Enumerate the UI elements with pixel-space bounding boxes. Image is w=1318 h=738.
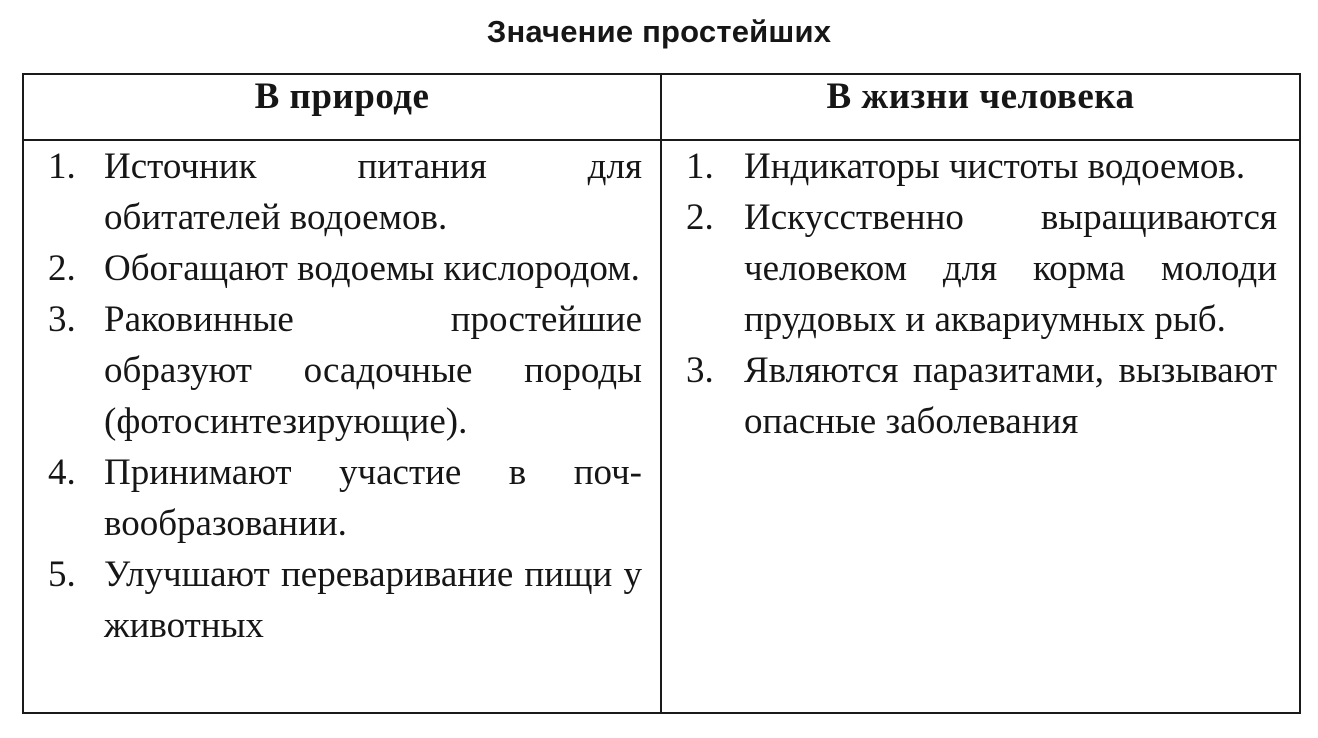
item-text: Искусственно выращиваются человеком для корма молоди прудовых и аквариумных рыб. — [744, 197, 1277, 340]
item-text: Принимают участие в почвообразовании. — [104, 452, 642, 544]
page-title: Значение простейших — [486, 14, 832, 49]
human-life-list — [662, 141, 1299, 447]
nature-list — [24, 141, 660, 651]
list-item — [662, 141, 1299, 192]
list-item — [24, 141, 660, 243]
item-text: Являются паразитами, вызывают опасные заболевания — [744, 350, 1277, 442]
list-item — [662, 192, 1299, 345]
item-text: Обогащают водоемы кислородом. — [104, 248, 640, 289]
item-text: Индикаторы чистоты водоемов. — [744, 146, 1246, 187]
item-number: 3. — [48, 299, 76, 340]
header-row — [23, 74, 1300, 140]
protozoa-significance-table — [22, 73, 1301, 714]
list-item — [24, 294, 660, 447]
item-number: 5. — [48, 554, 76, 595]
item-number: 3. — [686, 350, 714, 391]
list-item — [24, 243, 660, 294]
item-number: 2. — [48, 248, 76, 289]
header-in-nature: В природе — [23, 74, 661, 140]
nature-cell — [23, 140, 661, 713]
list-item — [24, 447, 660, 549]
item-text: Источник питания для обитателей водоемов. — [104, 146, 642, 238]
item-text: Улучшают переваривание пищи у животных — [104, 554, 642, 646]
content-row — [23, 140, 1300, 713]
header-in-human-life: В жизни человека — [661, 74, 1300, 140]
list-item — [662, 345, 1299, 447]
item-number: 1. — [48, 146, 76, 187]
human-life-cell — [661, 140, 1300, 713]
item-number: 1. — [686, 146, 714, 187]
item-number: 4. — [48, 452, 76, 493]
item-number: 2. — [686, 197, 714, 238]
item-text: Раковинные простейшие образуют осадочные породы (фотосинтезирующие). — [104, 299, 642, 442]
list-item — [24, 549, 660, 651]
